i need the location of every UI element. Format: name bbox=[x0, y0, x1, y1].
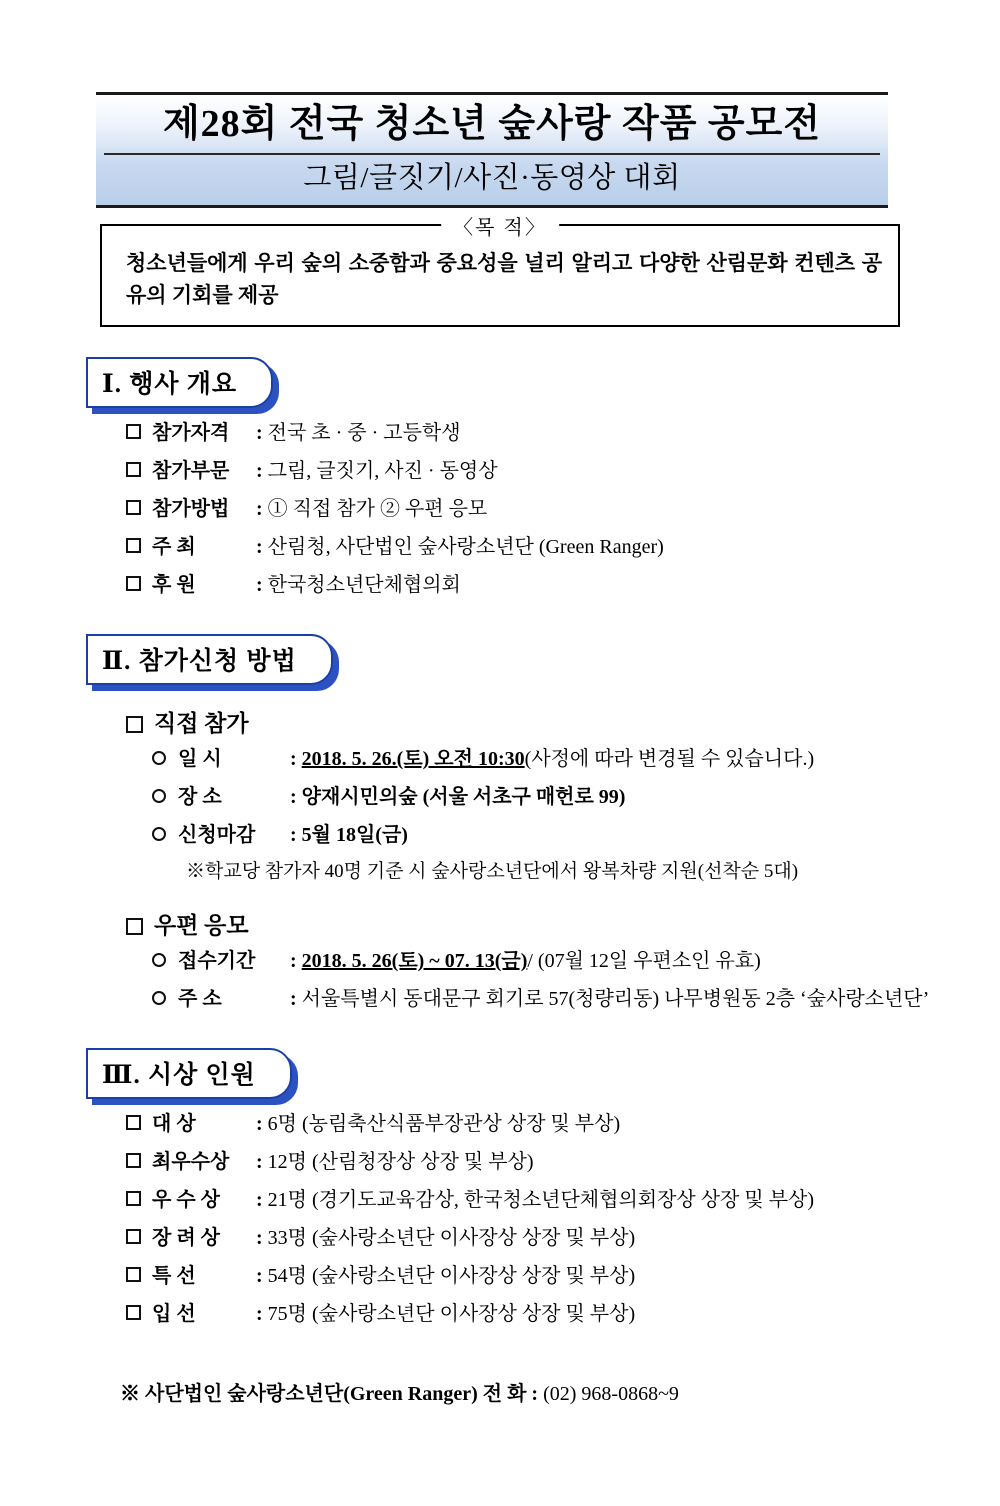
subsection-title-mail bbox=[126, 907, 940, 940]
item-colon: : bbox=[256, 460, 268, 483]
square-bullet-icon bbox=[126, 716, 143, 733]
item-value: 5월 18일(금) bbox=[301, 824, 408, 847]
item-label: 최우수상 bbox=[152, 1151, 230, 1174]
list-item bbox=[126, 490, 940, 528]
item-label: 장 려 상 bbox=[152, 1227, 220, 1250]
list-item bbox=[126, 1143, 940, 1181]
square-bullet-icon bbox=[126, 576, 141, 591]
subsection-label: 직접 참가 bbox=[154, 711, 249, 737]
section-header-2-label: Ⅱ. 참가신청 방법 bbox=[86, 634, 333, 685]
square-bullet-icon bbox=[126, 1229, 141, 1244]
item-label: 특 선 bbox=[152, 1265, 196, 1288]
item-value: 전국 초 · 중 · 고등학생 bbox=[267, 422, 461, 445]
item-value: (사정에 따라 변경될 수 있습니다.) bbox=[524, 748, 815, 771]
spacer bbox=[126, 883, 940, 893]
footer-phone: (02) 968-0868~9 bbox=[543, 1383, 679, 1406]
item-value: / (07월 12일 우편소인 유효) bbox=[527, 950, 761, 973]
item-colon: : bbox=[256, 574, 268, 597]
item-label: 주 소 bbox=[178, 988, 222, 1011]
item-colon: : bbox=[256, 1303, 268, 1326]
list-item bbox=[126, 1295, 940, 1333]
item-value: 21명 (경기도교육감상, 한국청소년단체협의회장상 상장 및 부상) bbox=[267, 1189, 814, 1212]
list-item bbox=[152, 740, 940, 778]
item-colon: : bbox=[256, 498, 268, 521]
page-title: 제28회 전국 청소년 숲사랑 작품 공모전 bbox=[104, 101, 880, 155]
footer-org: ※ 사단법인 숲사랑소년단(Green Ranger) 전 화 : bbox=[120, 1383, 539, 1406]
item-colon: : bbox=[256, 536, 268, 559]
square-bullet-icon bbox=[126, 1191, 141, 1206]
list-item bbox=[126, 1219, 940, 1257]
item-value: 33명 (숲사랑소년단 이사장상 상장 및 부상) bbox=[267, 1227, 636, 1250]
list-item bbox=[152, 942, 940, 980]
circle-bullet-icon bbox=[152, 751, 166, 765]
item-value-underlined: 2018. 5. 26.(토) 오전 10:30 bbox=[301, 748, 525, 771]
item-value: 12명 (산림청장상 상장 및 부상) bbox=[267, 1151, 534, 1174]
purpose-box bbox=[100, 217, 900, 327]
item-colon: : bbox=[256, 1189, 268, 1212]
item-value: 양재시민의숲 (서울 서초구 매헌로 99) bbox=[301, 786, 626, 809]
list-item bbox=[126, 1105, 940, 1143]
square-bullet-icon bbox=[126, 424, 141, 439]
list-item bbox=[126, 1257, 940, 1295]
section-1-list bbox=[126, 414, 940, 604]
list-item bbox=[152, 778, 940, 816]
item-label: 참가부문 bbox=[152, 460, 230, 483]
square-bullet-icon bbox=[126, 462, 141, 477]
item-colon: : bbox=[256, 1265, 268, 1288]
item-colon: : bbox=[290, 988, 302, 1011]
list-item bbox=[126, 566, 940, 604]
circle-bullet-icon bbox=[152, 953, 166, 967]
item-label: 참가방법 bbox=[152, 498, 230, 521]
item-colon: : bbox=[256, 1227, 268, 1250]
square-bullet-icon bbox=[126, 1153, 141, 1168]
list-item bbox=[126, 528, 940, 566]
item-colon: : bbox=[256, 1113, 268, 1136]
list-item bbox=[126, 1181, 940, 1219]
section-3-list bbox=[126, 1105, 940, 1333]
list-item bbox=[152, 816, 940, 854]
list-item bbox=[126, 414, 940, 452]
item-colon: : bbox=[290, 786, 302, 809]
square-bullet-icon bbox=[126, 1305, 141, 1320]
square-bullet-icon bbox=[126, 1267, 141, 1282]
section-header-1-label: Ⅰ. 행사 개요 bbox=[86, 357, 273, 408]
list-item bbox=[152, 980, 940, 1018]
item-value: 6명 (농림축산식품부장관상 상장 및 부상) bbox=[267, 1113, 621, 1136]
item-colon: : bbox=[256, 1151, 268, 1174]
square-bullet-icon bbox=[126, 918, 143, 935]
section-header-1 bbox=[86, 357, 273, 408]
purpose-label: 〈목 적〉 bbox=[441, 211, 559, 240]
item-label: 접수기간 bbox=[178, 950, 256, 973]
section-2-list bbox=[126, 705, 940, 1018]
section-header-3-label: Ⅲ. 시상 인원 bbox=[86, 1048, 292, 1099]
square-bullet-icon bbox=[126, 538, 141, 553]
direct-entry-items bbox=[152, 740, 940, 883]
item-label: 후 원 bbox=[152, 574, 196, 597]
item-value: 54명 (숲사랑소년단 이사장상 상장 및 부상) bbox=[267, 1265, 636, 1288]
document-page bbox=[0, 92, 1000, 1506]
square-bullet-icon bbox=[126, 500, 141, 515]
item-label: 주 최 bbox=[152, 536, 196, 559]
item-value: ① 직접 참가 ② 우편 응모 bbox=[267, 498, 488, 521]
item-colon: : bbox=[290, 950, 302, 973]
item-colon: : bbox=[256, 422, 268, 445]
item-label: 입 선 bbox=[152, 1303, 196, 1326]
item-label: 신청마감 bbox=[178, 824, 256, 847]
section-header-2 bbox=[86, 634, 333, 685]
circle-bullet-icon bbox=[152, 789, 166, 803]
item-value: 산림청, 사단법인 숲사랑소년단 (Green Ranger) bbox=[267, 536, 664, 559]
item-value: 75명 (숲사랑소년단 이사장상 상장 및 부상) bbox=[267, 1303, 636, 1326]
item-label: 우 수 상 bbox=[152, 1189, 220, 1212]
item-label: 장 소 bbox=[178, 786, 222, 809]
item-value: 그림, 글짓기, 사진 · 동영상 bbox=[267, 460, 498, 483]
item-value: 한국청소년단체협의회 bbox=[267, 574, 461, 597]
item-colon: : bbox=[290, 748, 302, 771]
title-banner bbox=[96, 92, 888, 208]
circle-bullet-icon bbox=[152, 991, 166, 1005]
item-value-underlined: 2018. 5. 26(토) ~ 07. 13(금) bbox=[301, 950, 528, 973]
subsection-label: 우편 응모 bbox=[154, 913, 249, 939]
circle-bullet-icon bbox=[152, 827, 166, 841]
footer-contact bbox=[120, 1377, 940, 1406]
item-colon: : bbox=[290, 824, 302, 847]
list-item bbox=[126, 452, 940, 490]
section-header-3 bbox=[86, 1048, 292, 1099]
purpose-text: 청소년들에게 우리 숲의 소중함과 중요성을 널리 알리고 다양한 산림문화 컨텐츠 공유의 기회를 제공 bbox=[126, 251, 882, 307]
subsection-title-direct bbox=[126, 705, 940, 738]
square-bullet-icon bbox=[126, 1115, 141, 1130]
item-label: 참가자격 bbox=[152, 422, 230, 445]
item-value: 서울특별시 동대문구 회기로 57(청량리동) 나무병원동 2층 ‘숲사랑소년단’ bbox=[301, 988, 930, 1011]
item-label: 대 상 bbox=[152, 1113, 196, 1136]
item-label: 일 시 bbox=[178, 748, 222, 771]
page-subtitle: 그림/글짓기/사진·동영상 대회 bbox=[303, 161, 681, 194]
direct-entry-note: ※학교당 참가자 40명 기준 시 숲사랑소년단에서 왕복차량 지원(선착순 5대) bbox=[186, 861, 799, 883]
mail-entry-items bbox=[152, 942, 940, 1018]
